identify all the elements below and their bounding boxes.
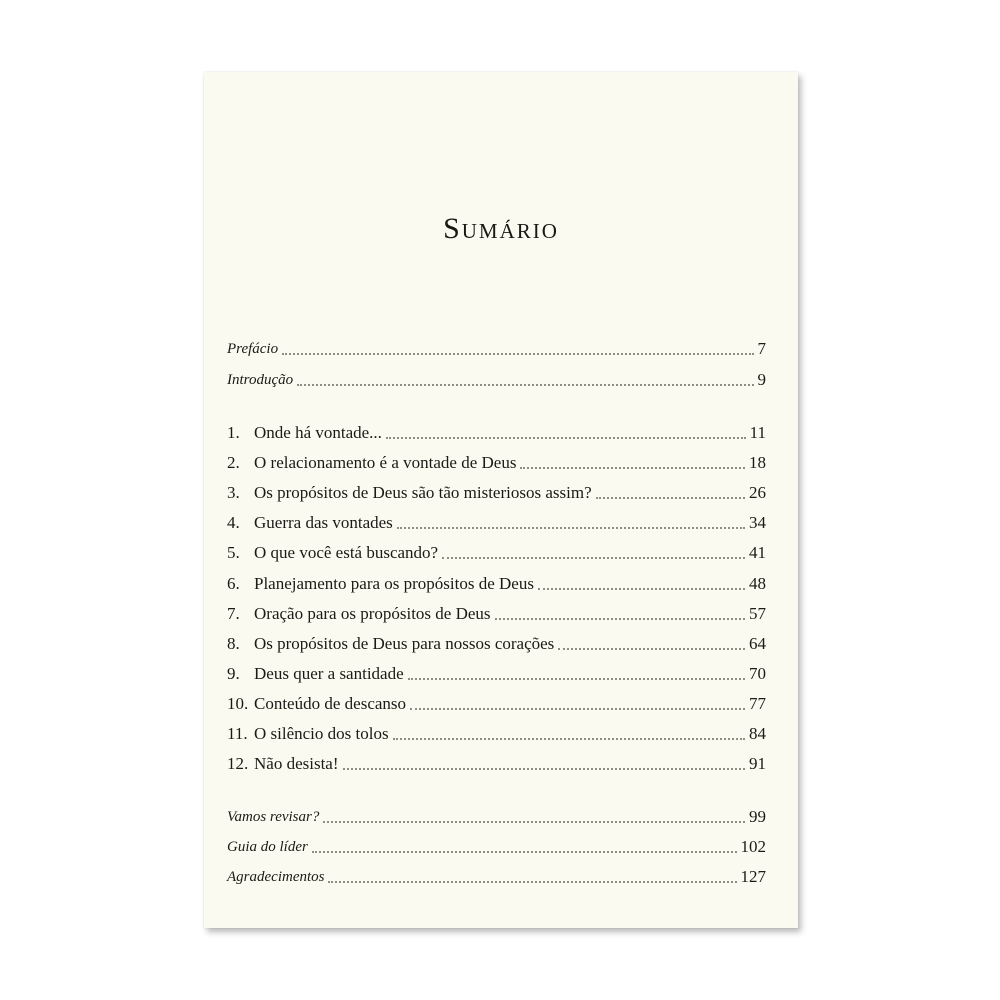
dot-leader <box>410 708 745 710</box>
chapter-number: 5. <box>227 543 240 562</box>
toc-page-number: 91 <box>749 754 766 773</box>
toc-chapter-8 <box>227 625 766 655</box>
chapter-number: 10. <box>227 694 249 713</box>
toc-entry-vamos-revisar <box>227 798 766 828</box>
dot-leader <box>386 437 746 439</box>
chapter-number: 6. <box>227 574 240 593</box>
toc-entry-agradecimentos <box>227 858 766 888</box>
dot-leader <box>520 467 745 469</box>
chapter-title: O relacionamento é a vontade de Deus <box>254 453 517 472</box>
toc-page-number: 102 <box>740 837 766 856</box>
toc-entry-label: Guia do líder <box>227 839 308 855</box>
chapter-number: 11. <box>227 724 248 743</box>
dot-leader <box>343 768 745 770</box>
dot-leader <box>393 738 745 740</box>
toc-entry-guia-do-lider <box>227 828 766 858</box>
chapter-title: Não desista! <box>254 754 339 773</box>
chapter-number: 12. <box>227 754 249 773</box>
toc-chapter-9 <box>227 655 766 685</box>
toc-entry-prefacio <box>227 330 766 360</box>
toc-page-number: 64 <box>749 634 766 653</box>
toc-page-number: 34 <box>749 513 766 532</box>
chapter-title: Guerra das vontades <box>254 513 393 532</box>
dot-leader <box>408 678 745 680</box>
dot-leader <box>397 527 745 529</box>
dot-leader <box>297 384 753 386</box>
chapter-number: 8. <box>227 634 240 653</box>
chapter-title: Deus quer a santidade <box>254 664 404 683</box>
chapter-number: 1. <box>227 423 240 442</box>
toc-chapter-12 <box>227 745 766 775</box>
toc-chapter-5 <box>227 534 766 564</box>
toc-page-number: 9 <box>757 370 766 389</box>
toc-chapter-4 <box>227 504 766 534</box>
toc-page-number: 18 <box>749 453 766 472</box>
toc-page-number: 127 <box>740 867 766 886</box>
dot-leader <box>495 618 745 620</box>
toc-chapter-1 <box>227 414 766 444</box>
toc-page-number: 48 <box>749 574 766 593</box>
chapter-number: 9. <box>227 664 240 683</box>
toc-entry-label: Agradecimentos <box>227 869 325 885</box>
chapter-title: Planejamento para os propósitos de Deus <box>254 574 534 593</box>
toc-chapter-3 <box>227 474 766 504</box>
dot-leader <box>596 497 745 499</box>
dot-leader <box>442 557 745 559</box>
chapter-title: Conteúdo de descanso <box>254 694 407 713</box>
toc-chapter-6 <box>227 565 766 595</box>
toc-page-number: 57 <box>749 604 766 623</box>
toc-page-number: 84 <box>749 724 766 743</box>
chapter-number: 4. <box>227 513 240 532</box>
dot-leader <box>312 851 737 853</box>
toc-chapter-2 <box>227 444 766 474</box>
dot-leader <box>328 881 736 883</box>
toc-chapter-11 <box>227 715 766 745</box>
toc-entry-introducao <box>227 361 766 391</box>
chapter-number: 7. <box>227 604 240 623</box>
toc-page-number: 99 <box>749 807 766 826</box>
toc-page-number: 26 <box>749 483 766 502</box>
toc-entry-label: Vamos revisar? <box>227 809 320 825</box>
dot-leader <box>558 648 745 650</box>
toc-page-number: 70 <box>749 664 766 683</box>
chapter-title: O silêncio dos tolos <box>254 724 389 743</box>
chapter-title: Os propósitos de Deus são tão misteriosos assim? <box>254 483 592 502</box>
toc-entry-label: Introdução <box>227 372 294 388</box>
toc-page-number: 11 <box>749 423 766 442</box>
dot-leader <box>282 353 753 355</box>
book-page <box>204 72 798 928</box>
dot-leader <box>323 821 745 823</box>
dot-leader <box>538 588 745 590</box>
page-title: Sumário <box>443 212 559 245</box>
chapter-number: 2. <box>227 453 240 472</box>
chapter-title: Onde há vontade... <box>254 423 382 442</box>
chapter-number: 3. <box>227 483 240 502</box>
toc-entry-label: Prefácio <box>227 341 279 357</box>
chapter-title: Os propósitos de Deus para nossos corações <box>254 634 555 653</box>
chapter-title: O que você está buscando? <box>254 543 439 562</box>
toc-page-number: 41 <box>749 543 766 562</box>
toc-page-number: 7 <box>757 339 766 358</box>
toc-chapter-10 <box>227 685 766 715</box>
toc-page-number: 77 <box>749 694 766 713</box>
chapter-title: Oração para os propósitos de Deus <box>254 604 491 623</box>
toc-chapter-7 <box>227 595 766 625</box>
